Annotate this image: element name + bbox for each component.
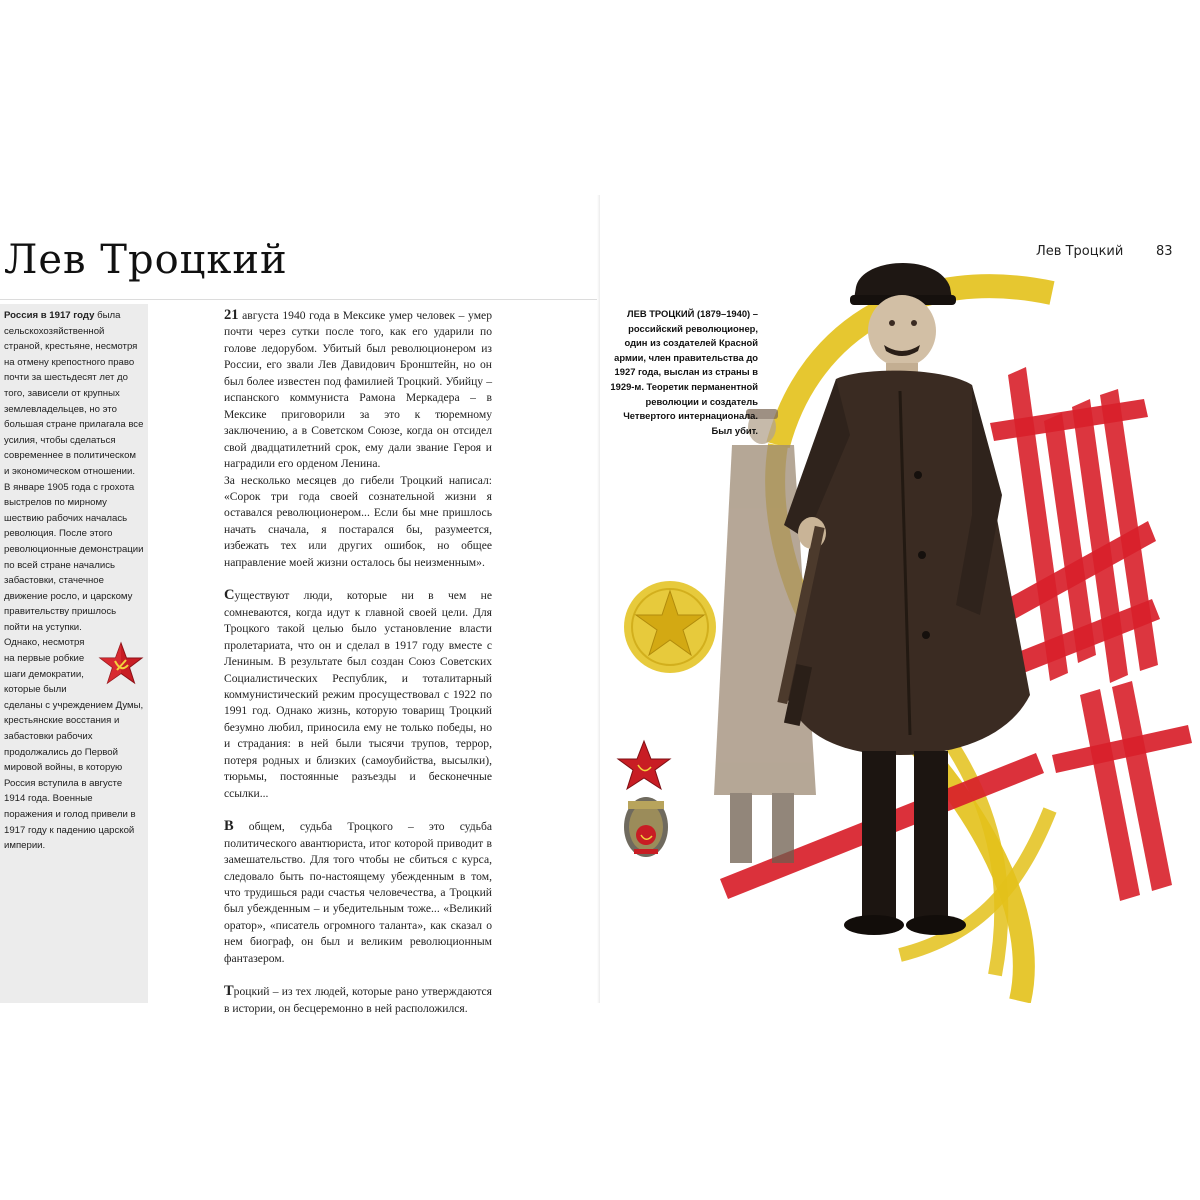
page-number: 83 [1156,244,1173,259]
sidebar-text [4,308,144,854]
caption-line: революции и создатель [645,395,758,407]
caption-line: 1927 года, выслан из страны в [614,366,758,378]
body-paragraph-2 [224,587,492,802]
body-paragraph-text: уществуют люди, которые ни в чем не сомневаются, когда идут к главной своей цели. Для Троцкого такой целью было установление власти пролетариата, что он и сделал в 1917 году вместе с Лениным. В результате был создан Союз Советских Социалистических Республик, и тоталитарный коммунистический режим просуществовал с 1922 по 1991 год. Однако жизнь, которую товарищ Троцкий безумно любил, приносила ему не только победы, но и страдания: в ней были тысячи трупов, террор, потеря родных и близких (самоубийства, высылки), тюрьмы, постоянные разъезды и бесконечные ссылки... [224,589,492,800]
body-paragraph-1 [224,307,492,571]
page-title: Лев Троцкий [4,237,288,283]
gold-star-medallion-icon [624,581,716,673]
hammer-sickle-badge-icon [624,797,668,857]
sidebar-lead-rest: была сельскохозяйственной страной, крестьяне, несмотря на отмену крепостного право почти за шестьдесят лет до того, зависели от крупных землевладельцев, но это большая стране прилагала все усилия, чтобы сделаться современнее в политическом и экономическом отношении. [4,310,144,477]
body-text [224,307,492,1033]
caption-line: Четвертого интернационала. [623,410,758,422]
caption-line: российский революционер, [628,322,758,334]
caption-line: ЛЕВ ТРОЦКИЙ (1879–1940) – [627,308,758,319]
sidebar-box [0,304,148,1003]
body-initial: Т [224,983,234,1000]
photo-caption [600,307,758,438]
red-star-badge-icon [98,641,144,687]
body-paragraph-text: общем, судьба Троцкого – это судьба политического авантюриста, итог которой приводит в замешательство. Для того чтобы не сбиться с курса, следовало быть по-настоящему убежденным в том, что трудишься ради счастья человечества, а Троцкий был убежденным – и убедительным тоже... «Великий оратор», «писатель огромного таланта», как сказал о нем биограф, он был и великим революционным фантазером. [224,820,492,965]
body-initial: С [224,587,235,604]
body-initial: 21 [224,307,239,323]
body-initial: В [224,818,234,835]
sidebar-paragraph: В январе 1905 года с грохота выстрелов по мирному шествию рабочих началась революция. После этого революционные демонстрации по всей стране начались забастовки, стачечное движение росло, и царскому правительству пришлось пойти на уступки. [4,481,144,633]
red-star-pin-icon [618,741,670,789]
left-page [0,195,600,1015]
body-quote: За несколько месяцев до гибели Троцкий написал: «Сорок три года своей сознательной жизни я оставался революционером... Если бы мне пришлось начать сначала, я постарался бы, разумеется, избежать тех или других ошибок, но общее направление моей жизни осталось бы неизменным». [224,473,492,569]
book-spread [0,195,1200,1015]
sidebar-paragraph [4,308,144,480]
caption-line: Был убит. [711,424,758,436]
body-paragraph-text: роцкий – из тех людей, которые рано утверждаются в истории, он бесцеремонно в ней расположился. [224,985,492,1015]
caption-line: 1929-м. Теоретик перманентной [610,380,758,392]
caption-line: один из создателей Красной [624,337,758,349]
sidebar-lead: Россия в 1917 году [4,310,95,321]
body-paragraph-3 [224,818,492,967]
title-divider [0,299,600,300]
sidebar-paragraph: Однако, несмотря на первые робкие шаги демократии, которые были сделаны с учреждением Думы, крестьянские восстания и забастовки рабочих продолжались до Первой мировой войны, в которую Россия вступила в августе 1914 года. Военные поражения и голод привели в 1917 году к падению царской империи. [4,637,144,852]
body-paragraph-4 [224,983,492,1017]
running-head: Лев Троцкий [1036,244,1124,259]
right-page [600,195,1200,1003]
caption-line: армии, член правительства до [614,351,758,363]
body-paragraph-text: августа 1940 года в Мексике умер человек – умер почти через сутки после того, как его ударили по голове ледорубом. Убитый был революционером из России, его звали Лев Давидович Бронштейн, но он был более известен под фамилией Троцкий. Убийцу – испанского коммуниста Рамона Меркадера – в Мексике приговорили за это к тюремному заключению, а в Советском Союзе, когда он отсидел свой двадцатилетний срок, ему дали звание Героя и наградили его орденом Ленина. [224,309,492,471]
